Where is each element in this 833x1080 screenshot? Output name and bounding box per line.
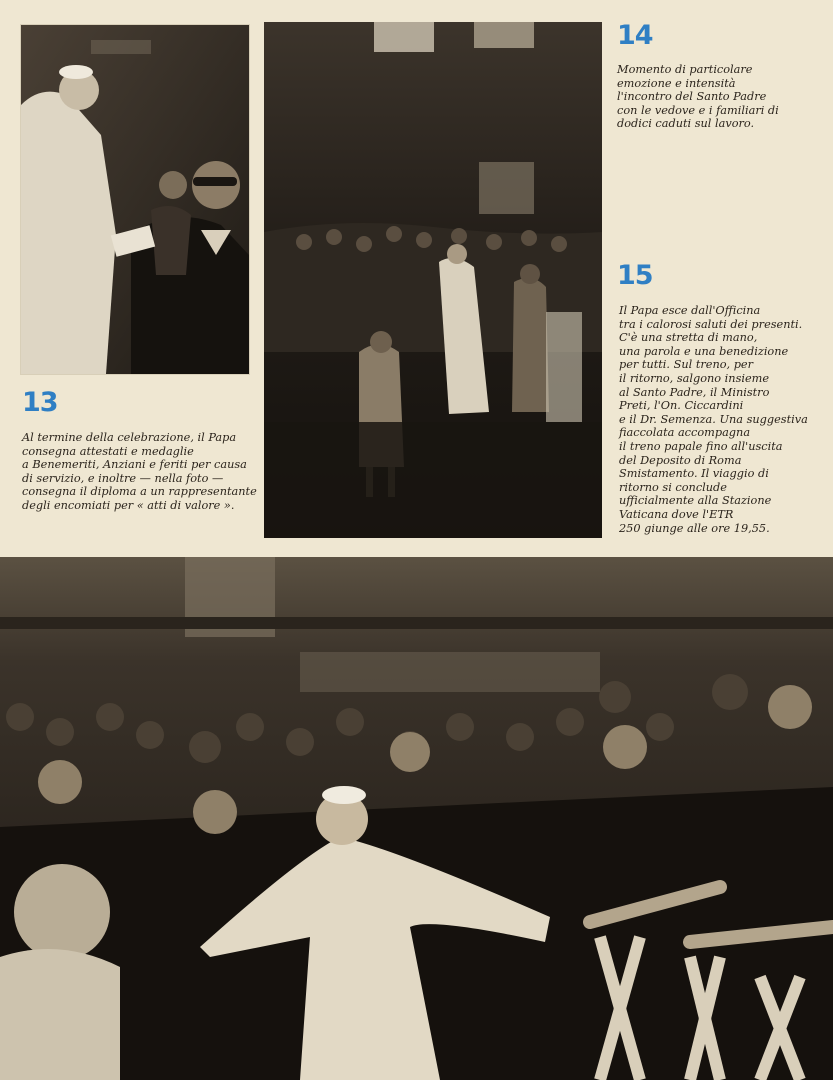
caption-line: consegna il diploma a un rappresentante: [22, 485, 257, 499]
section-number-15: 15: [617, 260, 653, 291]
caption-line: l'incontro del Santo Padre: [617, 90, 767, 104]
caption-line: C'è una stretta di mano,: [619, 331, 758, 345]
caption-line: ritorno si conclude: [619, 480, 727, 494]
caption-line: a Benemeriti, Anziani e feriti per causa: [22, 458, 247, 472]
caption-line: Il Papa esce dall'Officina: [619, 304, 761, 317]
caption-line: ufficialmente alla Stazione: [619, 494, 772, 508]
caption-13: [22, 431, 260, 513]
caption-line: dodici caduti sul lavoro.: [617, 117, 755, 131]
caption-line: e il Dr. Semenza. Una suggestiva: [619, 412, 808, 426]
caption-line: il ritorno, salgono insieme: [619, 371, 770, 385]
caption-line: il treno papale fino all'uscita: [619, 439, 783, 453]
caption-line: con le vedove e i familiari di: [617, 103, 779, 117]
caption-line: Al termine della celebrazione, il Papa: [22, 431, 237, 444]
caption-14: [617, 63, 817, 131]
caption-line: per tutti. Sul treno, per: [619, 358, 754, 372]
caption-line: consegna attestati e medaglie: [22, 444, 194, 458]
section-number-13: 13: [22, 387, 58, 418]
caption-line: degli encomiati per « atti di valore ».: [22, 498, 235, 512]
caption-15: [619, 304, 819, 535]
photo-meeting-with-families: [264, 22, 602, 538]
photo-pope-handing-diploma: [20, 24, 250, 375]
photo-pope-greeting-crowd: [0, 557, 833, 1080]
caption-line: emozione e intensità: [617, 76, 736, 90]
caption-line: al Santo Padre, il Ministro: [619, 385, 770, 399]
caption-line: Smistamento. Il viaggio di: [619, 467, 769, 481]
caption-line: 250 giunge alle ore 19,55.: [619, 521, 770, 535]
caption-line: fiaccolata accompagna: [619, 426, 751, 440]
caption-line: di servizio, e inoltre — nella foto —: [22, 471, 224, 485]
caption-line: Preti, l'On. Ciccardini: [619, 399, 744, 413]
caption-line: una parola e una benedizione: [619, 344, 789, 358]
caption-line: Vaticana dove l'ETR: [619, 507, 734, 521]
caption-line: del Deposito di Roma: [619, 453, 742, 467]
caption-line: Momento di particolare: [617, 63, 753, 76]
section-number-14: 14: [617, 20, 653, 51]
caption-line: tra i calorosi saluti dei presenti.: [619, 317, 803, 331]
